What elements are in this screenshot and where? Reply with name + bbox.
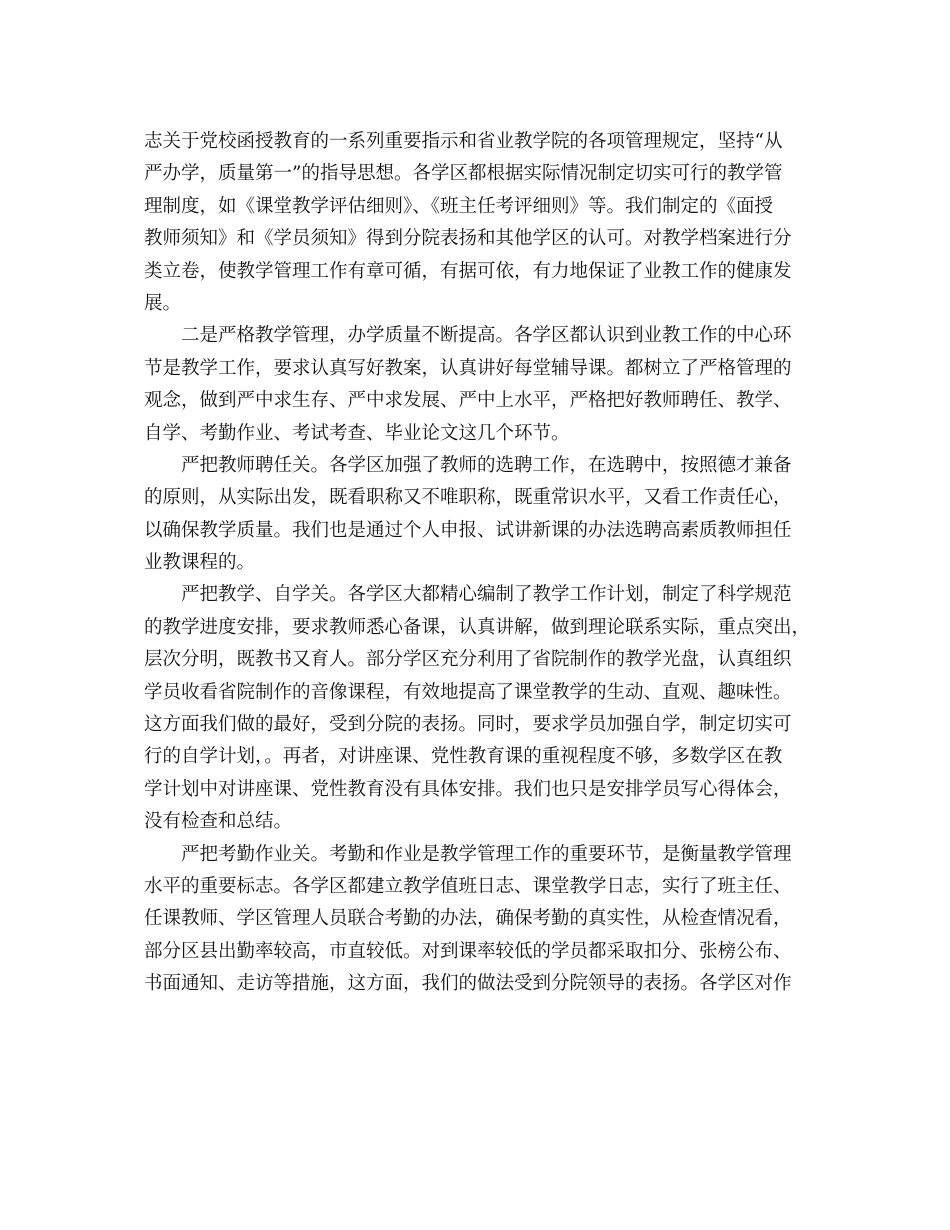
- text-line: 严办学，质量第一”的指导思想。各学区都根据实际情况制定切实可行的教学管: [144, 163, 783, 185]
- text-line: 业教课程的。: [144, 552, 256, 574]
- text-line: 自学、考勤作业、考试考查、毕业论文这几个环节。: [144, 422, 570, 444]
- text-line: 行的自学计划，。再者，对讲座课、党性教育课的重视程度不够，多数学区在教: [144, 746, 783, 768]
- paragraph: [144, 450, 814, 580]
- text-line: 以确保教学质量。我们也是通过个人申报、试讲新课的办法选聘高素质教师担任: [144, 519, 792, 541]
- text-line: 二是严格教学管理，办学质量不断提高。各学区都认识到业教工作的中心环: [181, 325, 792, 347]
- text-line: 没有检查和总结。: [144, 811, 293, 833]
- paragraph: [144, 126, 814, 320]
- paragraph: [144, 579, 814, 838]
- text-line: 书面通知、走访等措施，这方面，我们的做法受到分院领导的表扬。各学区对作: [144, 973, 792, 995]
- text-line: 志关于党校函授教育的一系列重要指示和省业教学院的各项管理规定，坚持“从: [144, 131, 783, 152]
- text-line: 教师须知》和《学员须知》得到分院表扬和其他学区的认可。对教学档案进行分: [144, 228, 792, 250]
- text-line: 水平的重要标志。各学区都建立教学值班日志、课堂教学日志，实行了班主任、: [144, 875, 792, 897]
- text-line: 的原则，从实际出发，既看职称又不唯职称，既重常识水平，又看工作责任心，: [144, 487, 792, 509]
- text-line: 节是教学工作，要求认真写好教案，认真讲好每堂辅导课。都树立了严格管理的: [144, 357, 792, 379]
- paragraph: [144, 839, 814, 1001]
- paragraph: [144, 320, 814, 450]
- text-line: 层次分明，既教书又育人。部分学区充分利用了省院制作的教学光盘，认真组织: [144, 649, 792, 671]
- text-line: 理制度，如《课堂教学评估细则》、《班主任考评细则》等。我们制定的《面授: [144, 195, 774, 217]
- text-line: 严把考勤作业关。考勤和作业是教学管理工作的重要环节，是衡量教学管理: [181, 843, 792, 865]
- text-line: 严把教学、自学关。各学区大都精心编制了教学工作计划，制定了科学规范: [181, 584, 792, 606]
- text-line: 这方面我们做的最好，受到分院的表扬。同时，要求学员加强自学，制定切实可: [144, 714, 792, 736]
- text-line: 严把教师聘任关。各学区加强了教师的选聘工作，在选聘中，按照德才兼备: [181, 454, 792, 476]
- text-line: 学计划中对讲座课、党性教育没有具体安排。我们也只是安排学员写心得体会，: [144, 778, 792, 800]
- text-line: 任课教师、学区管理人员联合考勤的办法，确保考勤的真实性，从检查情况看，: [144, 908, 792, 930]
- text-line: 的教学进度安排，要求教师悉心备课，认真讲解，做到理论联系实际，重点突出，: [144, 616, 811, 638]
- text-line: 部分区县出勤率较高，市直较低。对到课率较低的学员都采取扣分、张榜公布、: [144, 940, 792, 962]
- text-line: 学员收看省院制作的音像课程，有效地提高了课堂教学的生动、直观、趣味性。: [144, 681, 792, 703]
- text-line: 观念，做到严中求生存、严中求发展、严中上水平，严格把好教师聘任、教学、: [144, 390, 792, 412]
- document-body: [144, 126, 814, 1001]
- text-line: 类立卷，使教学管理工作有章可循，有据可依，有力地保证了业教工作的健康发: [144, 260, 792, 282]
- text-line: 展。: [144, 292, 182, 314]
